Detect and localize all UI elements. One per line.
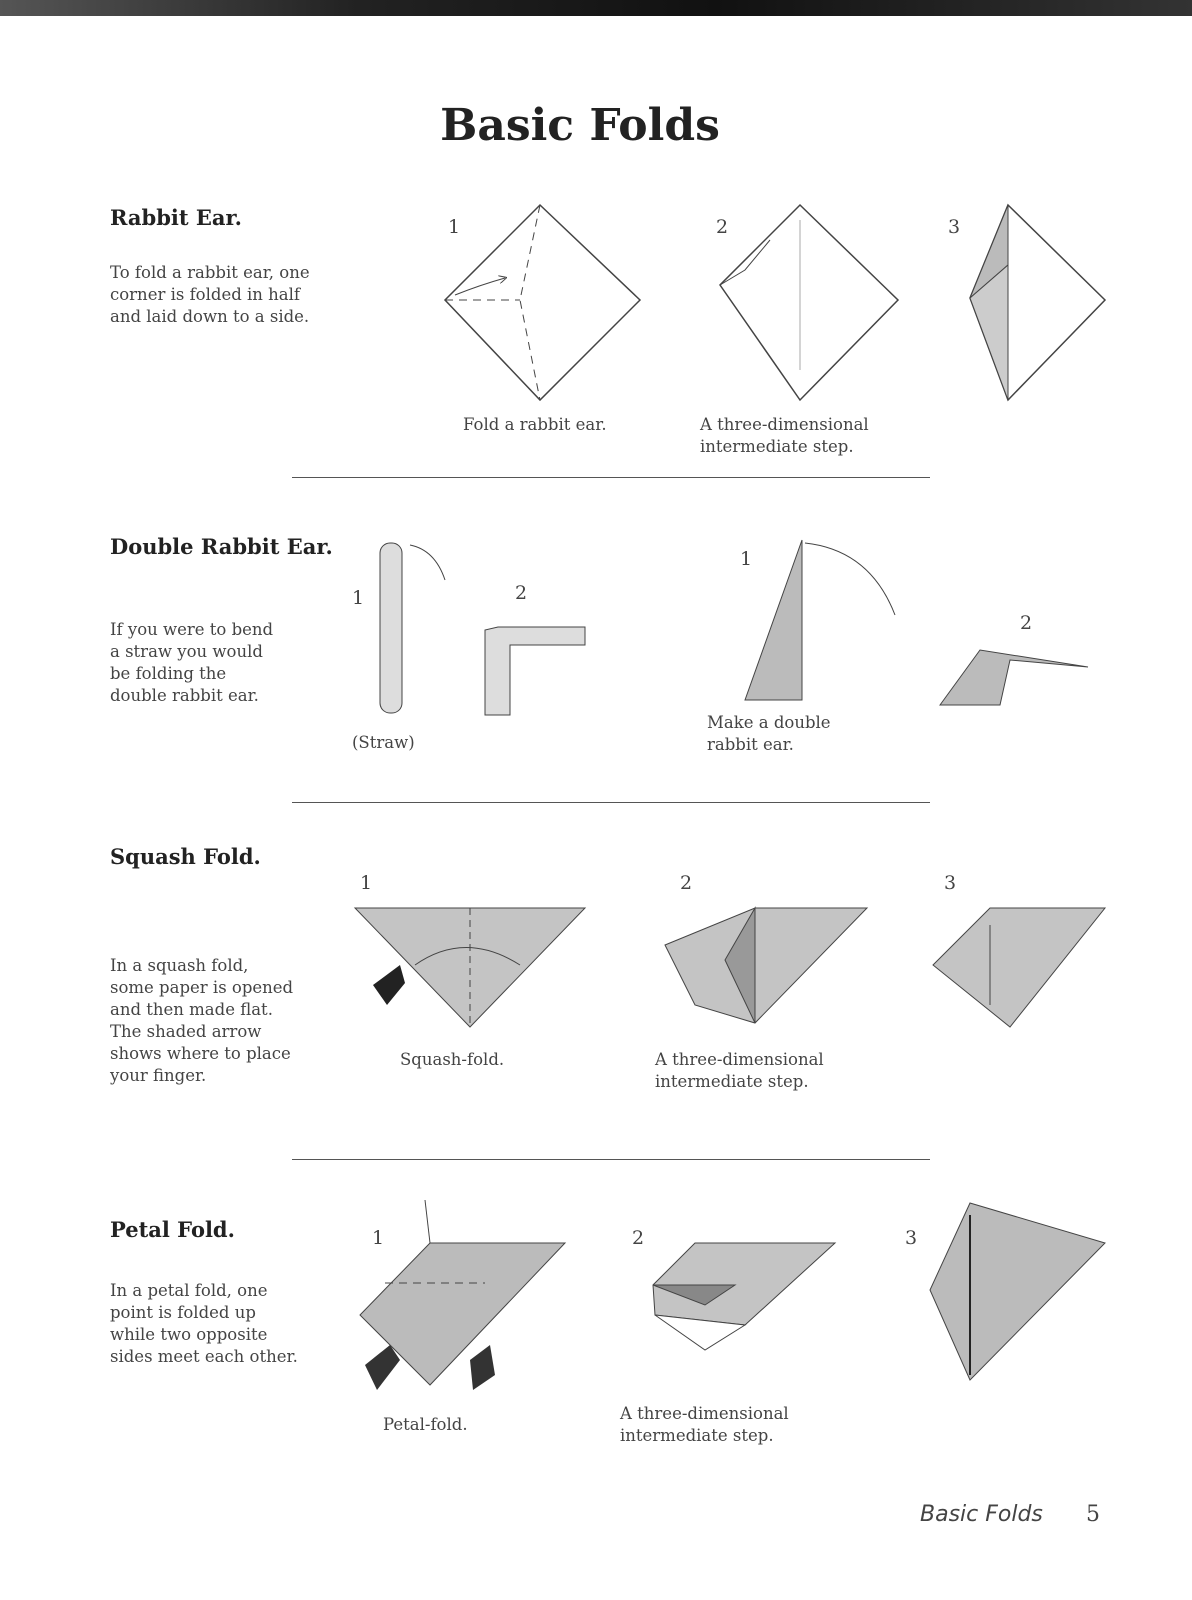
section-description-squash-fold bbox=[110, 955, 293, 1087]
section-description-petal-fold bbox=[110, 1280, 298, 1368]
section-divider bbox=[292, 1159, 930, 1160]
desc-line: and laid down to a side. bbox=[110, 307, 310, 326]
desc-line: corner is folded in half bbox=[110, 285, 301, 304]
caption: A three-dimensional intermediate step. bbox=[655, 1050, 824, 1091]
squash-fold-diagrams bbox=[355, 905, 1115, 1035]
caption: A three-dimensional intermediate step. bbox=[700, 415, 869, 456]
desc-line: a straw you would bbox=[110, 642, 263, 661]
step-number: 2 bbox=[1020, 612, 1033, 634]
desc-line: be folding the bbox=[110, 664, 227, 683]
caption: (Straw) bbox=[352, 733, 415, 752]
desc-line: double rabbit ear. bbox=[110, 686, 259, 705]
scan-top-edge bbox=[0, 0, 1192, 16]
step-number: 1 bbox=[360, 872, 373, 894]
desc-line: If you were to bend bbox=[110, 620, 274, 639]
step-number: 2 bbox=[632, 1227, 645, 1249]
desc-line: point is folded up bbox=[110, 1303, 256, 1322]
section-description-double-rabbit-ear bbox=[110, 619, 273, 707]
desc-line: and then made flat. bbox=[110, 1000, 273, 1019]
desc-line: In a petal fold, one bbox=[110, 1281, 268, 1300]
page-title: Basic Folds bbox=[440, 100, 720, 151]
caption: Squash-fold. bbox=[400, 1050, 505, 1069]
step-number: 1 bbox=[740, 548, 753, 570]
desc-line: The shaded arrow bbox=[110, 1022, 262, 1041]
desc-line: In a squash fold, bbox=[110, 956, 249, 975]
section-heading-rabbit-ear: Rabbit Ear. bbox=[110, 205, 242, 230]
step-number: 2 bbox=[680, 872, 693, 894]
step-number: 3 bbox=[944, 872, 957, 894]
section-heading-petal-fold: Petal Fold. bbox=[110, 1217, 235, 1242]
desc-line: sides meet each other. bbox=[110, 1347, 298, 1366]
section-divider bbox=[292, 802, 930, 803]
step-number: 1 bbox=[372, 1227, 385, 1249]
section-description-rabbit-ear bbox=[110, 262, 310, 328]
desc-line: shows where to place bbox=[110, 1044, 291, 1063]
desc-line: To fold a rabbit ear, one bbox=[110, 263, 310, 282]
rabbit-ear-diagrams bbox=[440, 200, 1120, 410]
desc-line: some paper is opened bbox=[110, 978, 294, 997]
caption: Petal-fold. bbox=[383, 1415, 468, 1434]
caption: A three-dimensional intermediate step. bbox=[620, 1404, 789, 1445]
desc-line: your finger. bbox=[110, 1066, 207, 1085]
caption: Make a double rabbit ear. bbox=[707, 713, 831, 754]
caption: Fold a rabbit ear. bbox=[463, 415, 607, 434]
section-divider bbox=[292, 477, 930, 478]
section-heading-squash-fold: Squash Fold. bbox=[110, 844, 261, 869]
desc-line: while two opposite bbox=[110, 1325, 268, 1344]
step-number: 3 bbox=[905, 1227, 918, 1249]
step-number: 1 bbox=[352, 587, 365, 609]
step-number: 2 bbox=[716, 216, 729, 238]
running-footer-title: Basic Folds bbox=[920, 1502, 1043, 1527]
petal-fold-diagrams bbox=[355, 1195, 1115, 1405]
page-number: 5 bbox=[1086, 1502, 1100, 1527]
step-number: 2 bbox=[515, 582, 528, 604]
double-rabbit-ear-diagrams bbox=[370, 535, 1100, 725]
step-number: 1 bbox=[448, 216, 461, 238]
section-heading-double-rabbit-ear: Double Rabbit Ear. bbox=[110, 534, 333, 559]
step-number: 3 bbox=[948, 216, 961, 238]
